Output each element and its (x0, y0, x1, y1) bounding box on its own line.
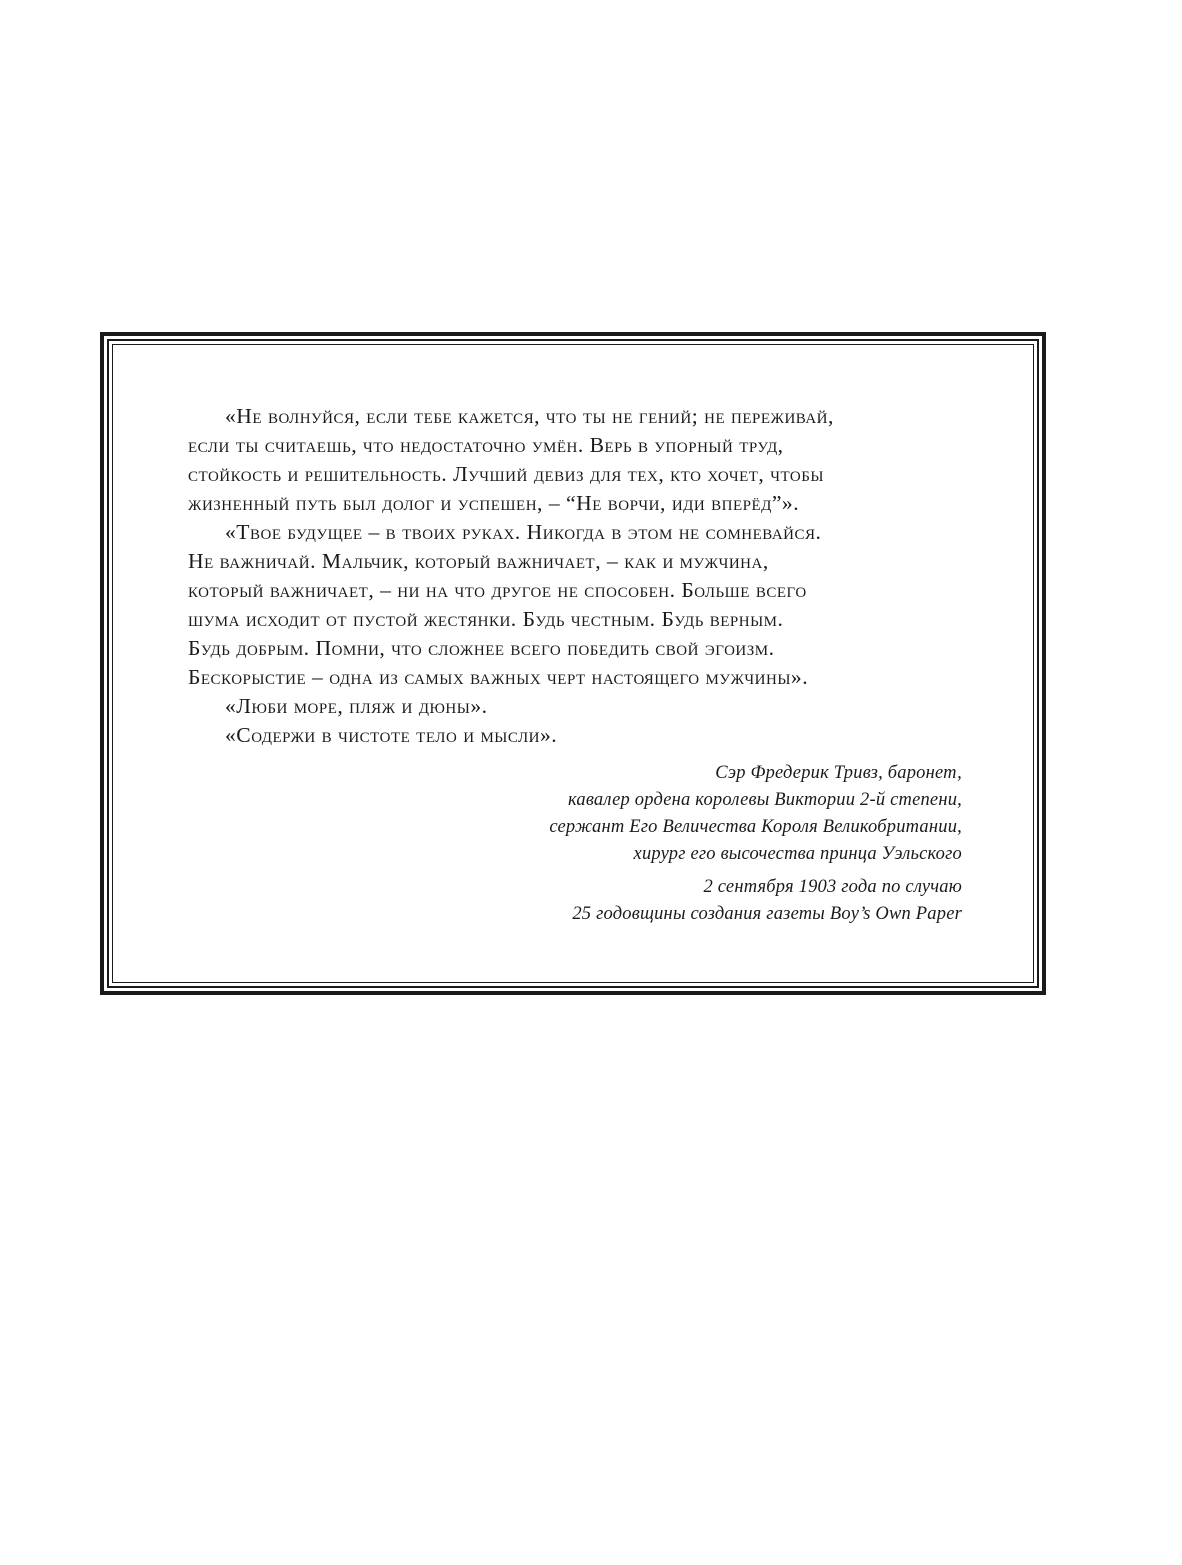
text-line: который важничает, – ни на что другое не способен. Больше всего (188, 578, 807, 602)
signature-author-line: Сэр Фредерик Тривз, баронет, (715, 763, 962, 783)
signature-occasion-line: 25 годовщины создания газеты Boy’s Own Paper (572, 904, 962, 924)
epigraph-paragraph (188, 518, 968, 692)
signature-block (388, 760, 962, 928)
signature-author-line: хирург его высочества принца Уэльского (633, 844, 962, 864)
signature-author-line: кавалер ордена королевы Виктории 2-й степени, (567, 790, 962, 810)
text-line: Не важничай. Мальчик, который важничает, – как и мужчина, (188, 549, 769, 573)
text-line: Будь добрым. Помни, что сложнее всего победить свой эгоизм. (188, 636, 775, 660)
text-line: «Содержи в чистоте тело и мысли». (225, 723, 558, 747)
text-line: если ты считаешь, что недостаточно умён. Верь в упорный труд, (188, 433, 784, 457)
epigraph-text (188, 402, 968, 750)
text-line: «Твое будущее – в твоих руках. Никогда в этом не сомневайся. (225, 520, 822, 544)
text-line: «Люби море, пляж и дюны». (225, 694, 488, 718)
text-line: «Не волнуйся, если тебе кажется, что ты не гений; не переживай, (225, 404, 834, 428)
text-line: жизненный путь был долог и успешен, – “Не ворчи, иди вперёд”». (188, 491, 800, 515)
signature-occasion-line: 2 сентября 1903 года по случаю (703, 877, 962, 897)
epigraph-paragraph (188, 692, 968, 721)
text-line: стойкость и решительность. Лучший девиз для тех, кто хочет, чтобы (188, 462, 824, 486)
signature-author-line: сержант Его Величества Короля Великобритании, (549, 817, 962, 837)
epigraph-paragraph (188, 721, 968, 750)
text-line: шума исходит от пустой жестянки. Будь честным. Будь верным. (188, 607, 784, 631)
text-line: Бескорыстие – одна из самых важных черт настоящего мужчины». (188, 665, 809, 689)
epigraph-paragraph (188, 402, 968, 518)
